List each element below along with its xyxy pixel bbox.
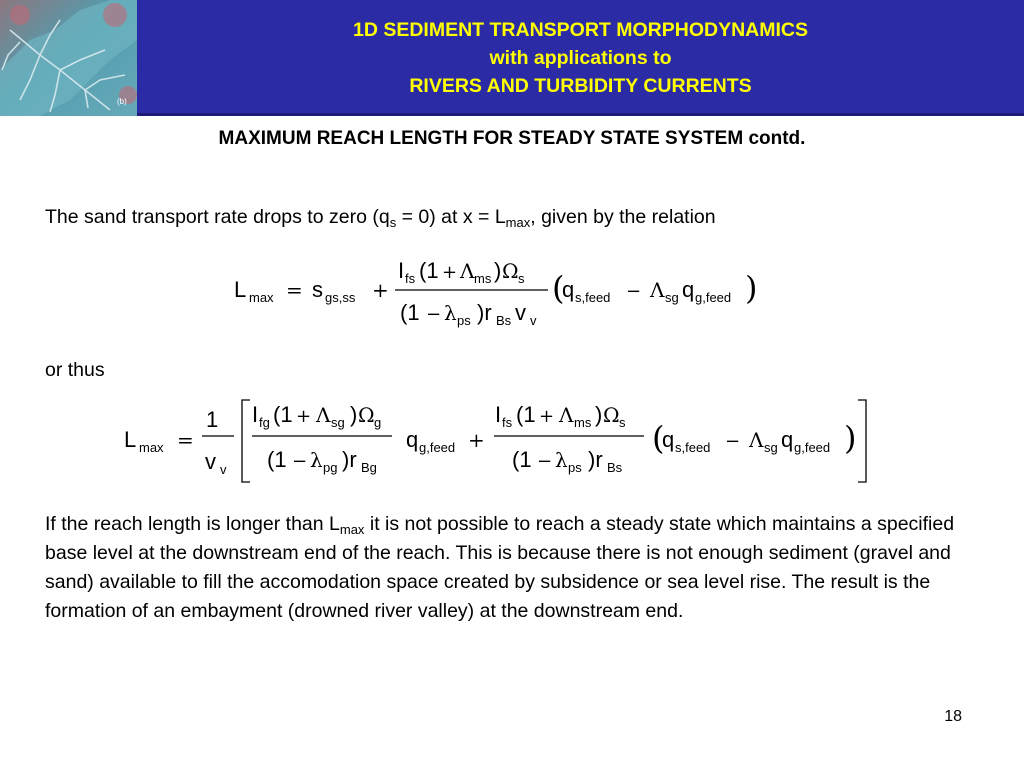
svg-text:g,feed: g,feed: [419, 440, 456, 455]
svg-text:q: q: [406, 427, 419, 452]
svg-text:sg: sg: [665, 290, 679, 305]
svg-text:q: q: [682, 277, 695, 302]
svg-text:λ: λ: [555, 448, 568, 472]
svg-text:λ: λ: [310, 448, 323, 472]
intro-sub-1: s: [389, 215, 397, 230]
svg-text:−: −: [725, 431, 741, 452]
svg-text:Bs: Bs: [496, 313, 512, 328]
svg-text:1: 1: [206, 407, 219, 432]
svg-text:(1: (1: [516, 402, 536, 427]
svg-text:(1: (1: [267, 447, 287, 472]
svg-text:fs: fs: [502, 415, 513, 430]
svg-text:Bg: Bg: [361, 460, 377, 475]
svg-text:s: s: [518, 271, 525, 286]
header-title-line-2: with applications to: [489, 47, 672, 69]
intro-text-3: , given by the relation: [530, 206, 716, 228]
or-thus-text: or thus: [45, 359, 105, 381]
svg-text:fg: fg: [259, 415, 270, 430]
slide-header: [0, 0, 1024, 116]
svg-text:Ω: Ω: [358, 403, 375, 427]
svg-text:fs: fs: [405, 271, 416, 286]
svg-text:ps: ps: [568, 460, 582, 475]
svg-text:)r: )r: [342, 447, 357, 472]
svg-text:+: +: [372, 278, 389, 302]
svg-text:Λ: Λ: [749, 428, 764, 452]
svg-text:)r: )r: [477, 300, 492, 325]
intro-sub-2: max: [505, 215, 531, 230]
svg-text:gs,ss: gs,ss: [325, 290, 356, 305]
svg-text:max: max: [249, 290, 274, 305]
svg-text:g: g: [374, 415, 382, 430]
page-number: 18: [944, 708, 962, 725]
svg-text:s,feed: s,feed: [575, 290, 611, 305]
svg-text:+: +: [468, 428, 485, 452]
svg-text:−: −: [626, 281, 642, 302]
svg-text:+: +: [442, 262, 458, 283]
svg-text:): ): [494, 258, 502, 283]
svg-text:−: −: [426, 304, 442, 325]
svg-text:+: +: [296, 406, 312, 427]
closing-text-2: it is not possible to reach a steady state which maintains a specified base level at the downstream end of the reach. This is because there is not enough sediment (gravel and sand) available to fill the accomodation space created by subsidence or sea level rise. The result is the formation of an embayment (drowned river valley) at the downstream end.: [45, 513, 955, 622]
svg-text:pg: pg: [323, 460, 338, 475]
slide-subtitle: MAXIMUM REACH LENGTH FOR STEADY STATE SYSTEM contd.: [218, 128, 806, 149]
svg-text:v: v: [220, 462, 227, 477]
svg-text:s,feed: s,feed: [675, 440, 711, 455]
svg-text:s: s: [619, 415, 626, 430]
delta-satellite-image: [0, 0, 137, 116]
svg-text:v: v: [205, 449, 216, 474]
svg-text:λ: λ: [444, 301, 457, 325]
svg-text:+: +: [539, 406, 555, 427]
svg-text:Λ: Λ: [316, 403, 331, 427]
svg-text:): ): [745, 269, 758, 307]
svg-text:ms: ms: [474, 271, 492, 286]
closing-text-1: If the reach length is longer than L: [45, 513, 340, 535]
svg-text:Ω: Ω: [603, 403, 620, 427]
svg-text:(1: (1: [273, 402, 293, 427]
svg-text:Λ: Λ: [650, 278, 665, 302]
intro-text-2: = 0) at x = L: [396, 206, 506, 228]
svg-text:(1: (1: [419, 258, 439, 283]
header-title-line-1: 1D SEDIMENT TRANSPORT MORPHODYNAMICS: [352, 19, 809, 41]
intro-paragraph: [45, 203, 716, 232]
svg-text:v: v: [530, 313, 537, 328]
svg-text:max: max: [139, 440, 164, 455]
svg-text:I: I: [398, 258, 405, 283]
svg-text:(1: (1: [512, 447, 532, 472]
intro-text-1: The sand transport rate drops to zero (q: [45, 206, 390, 228]
equation-max-reach-length: [230, 250, 770, 340]
header-title-line-3: RIVERS AND TURBIDITY CURRENTS: [409, 75, 752, 97]
closing-paragraph: [45, 510, 995, 626]
svg-text:I: I: [252, 402, 259, 427]
svg-text:): ): [844, 419, 857, 457]
title-band: [137, 0, 1024, 116]
svg-text:): ): [595, 402, 603, 427]
svg-text:(1: (1: [400, 300, 420, 325]
svg-text:Ω: Ω: [502, 259, 519, 283]
svg-text:Λ: Λ: [460, 259, 475, 283]
svg-text:ps: ps: [457, 313, 471, 328]
svg-text:=: =: [286, 278, 303, 302]
svg-text:−: −: [537, 451, 553, 472]
svg-text:)r: )r: [588, 447, 603, 472]
closing-sub-1: max: [339, 522, 365, 537]
svg-text:v: v: [515, 300, 526, 325]
svg-text:sg: sg: [764, 440, 778, 455]
equation-max-reach-length-expanded: [122, 396, 882, 493]
svg-text:I: I: [495, 402, 502, 427]
svg-text:q: q: [562, 277, 575, 302]
svg-text:Λ: Λ: [559, 403, 574, 427]
svg-text:q: q: [781, 427, 794, 452]
svg-text:g,feed: g,feed: [794, 440, 831, 455]
svg-text:ms: ms: [574, 415, 592, 430]
svg-text:−: −: [292, 451, 308, 472]
logo-caption: (b): [117, 97, 127, 106]
svg-text:Bs: Bs: [607, 460, 623, 475]
svg-text:s: s: [312, 277, 323, 302]
svg-text:sg: sg: [331, 415, 345, 430]
svg-text:(: (: [652, 419, 665, 457]
svg-text:L: L: [234, 277, 247, 302]
svg-text:q: q: [662, 427, 675, 452]
svg-text:(: (: [552, 269, 565, 307]
svg-text:L: L: [124, 427, 137, 452]
svg-text:g,feed: g,feed: [695, 290, 732, 305]
svg-text:): ): [350, 402, 358, 427]
svg-text:=: =: [177, 428, 194, 452]
